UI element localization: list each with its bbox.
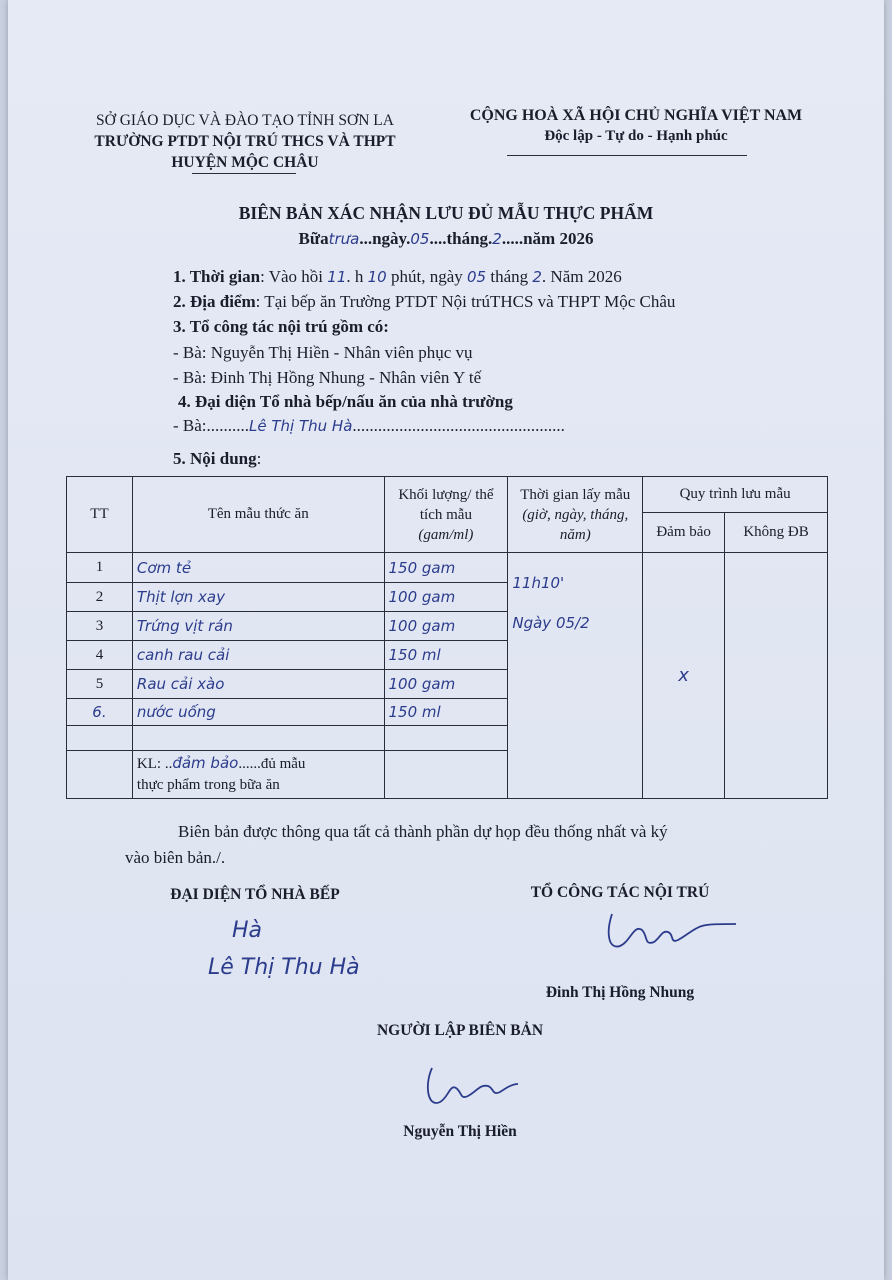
document-subtitle xyxy=(0,229,892,249)
header-time-unit: (giờ, ngày, tháng, năm) xyxy=(522,506,629,543)
issuer-school: TRƯỜNG PTDT NỘI TRÚ THCS VÀ THPT xyxy=(94,133,396,150)
maker-signature-title: NGƯỜI LẬP BIÊN BẢN xyxy=(376,1022,544,1039)
header-tt: TT xyxy=(67,477,133,553)
row-tt: 1 xyxy=(67,553,133,583)
section-team-label: 3. Tổ công tác nội trú gồm có: xyxy=(173,317,389,336)
conclusion-cell xyxy=(132,751,384,799)
team-signature-mark xyxy=(598,902,738,962)
kitchen-rep-prefix: - Bà:.......... xyxy=(173,416,250,435)
motto-underline xyxy=(507,155,747,156)
team-member-1: - Bà: Nguyễn Thị Hiền - Nhân viên phục vụ xyxy=(173,343,473,362)
closing-line-1: Biên bản được thông qua tất cả thành phần dự họp đều thống nhất và ký xyxy=(178,822,668,841)
sample-date-handwritten: Ngày 05/2 xyxy=(512,614,590,632)
section-content xyxy=(173,447,261,471)
row-food-name: Trứng vịt rán xyxy=(132,612,384,641)
row-weight: 100 gam xyxy=(384,612,508,641)
sample-time-cell xyxy=(508,553,643,799)
issuer-block xyxy=(60,110,430,173)
time-text-d: tháng xyxy=(490,267,529,286)
kitchen-rep-line xyxy=(173,414,565,438)
team-member-2: - Bà: Đinh Thị Hồng Nhung - Nhân viên Y tế xyxy=(173,368,482,387)
header-weight-text: Khối lượng/ thể tích mẫu xyxy=(398,486,494,523)
row-food-name: Rau cải xào xyxy=(132,670,384,699)
national-title: CỘNG HOÀ XÃ HỘI CHỦ NGHĨA VIỆT NAM xyxy=(469,107,803,124)
subtitle-year-label: .....năm 2026 xyxy=(501,229,594,248)
subtitle-month-label: ....tháng. xyxy=(429,229,493,248)
closing-line-2: vào biên bản./. xyxy=(125,848,226,867)
row-food-name: Cơm tẻ xyxy=(132,553,384,583)
conclusion-prefix: KL: .. xyxy=(136,756,173,772)
row-tt: 3 xyxy=(67,612,133,641)
section-kitchen-label: 4. Đại diện Tổ nhà bếp/nấu ăn của nhà trường xyxy=(178,392,513,411)
section-location xyxy=(173,290,675,314)
row-weight: 100 gam xyxy=(384,583,508,612)
kitchen-signature-handwritten: Hà xyxy=(232,918,263,943)
ok-cell xyxy=(643,553,725,799)
month2-handwritten: 2 xyxy=(532,268,542,286)
row-tt: 2 xyxy=(67,583,133,612)
notok-cell xyxy=(725,553,828,799)
header-weight xyxy=(384,477,508,553)
issuer-underline xyxy=(192,173,296,174)
header-notok: Không ĐB xyxy=(725,513,828,553)
time-text-a: : Vào hồi xyxy=(260,267,324,286)
conclusion-suffix: ......đủ mẫu xyxy=(238,756,306,772)
subtitle-prefix: Bữa xyxy=(298,229,329,248)
maker-signature-mark xyxy=(420,1058,520,1116)
header-time-text: Thời gian lấy mẫu xyxy=(520,486,631,503)
kitchen-name-handwritten: Lê Thị Thu Hà xyxy=(208,955,360,980)
header-weight-unit: (gam/ml) xyxy=(418,526,474,543)
maker-signer-name: Nguyễn Thị Hiền xyxy=(403,1123,517,1140)
ok-mark: x xyxy=(678,665,689,686)
time-text-b: . h xyxy=(346,267,364,286)
issuer-department: SỞ GIÁO DỤC VÀ ĐÀO TẠO TỈNH SƠN LA xyxy=(96,112,394,129)
section-location-text: : Tại bếp ăn Trường PTDT Nội trúTHCS và THPT Mộc Châu xyxy=(255,292,676,311)
section-content-label: 5. Nội dung xyxy=(173,449,257,468)
time-text-c: phút, ngày xyxy=(390,267,463,286)
section-time xyxy=(173,265,622,289)
kitchen-signature-title: ĐẠI DIỆN TỔ NHÀ BẾP xyxy=(170,886,340,903)
section-time-label: 1. Thời gian xyxy=(173,267,261,286)
row-tt: 5 xyxy=(67,670,133,699)
header-food-name: Tên mẫu thức ăn xyxy=(132,477,384,553)
team-signature-title: TỔ CÔNG TÁC NỘI TRÚ xyxy=(530,884,710,901)
sample-time-handwritten: 11h10' xyxy=(512,574,565,592)
row-tt: 6. xyxy=(67,699,133,726)
row-weight: 150 ml xyxy=(384,699,508,726)
national-motto-block xyxy=(450,105,822,147)
header-process: Quy trình lưu mẫu xyxy=(643,477,828,513)
food-sample-table xyxy=(66,476,828,799)
conclusion-handwritten: đảm bảo xyxy=(172,754,239,772)
kitchen-rep-dots: .................................................. xyxy=(352,416,565,435)
team-signer-name: Đinh Thị Hồng Nhung xyxy=(545,984,695,1001)
header-time xyxy=(508,477,643,553)
row-weight: 150 gam xyxy=(384,553,508,583)
row-weight: 100 gam xyxy=(384,670,508,699)
issuer-district: HUYỆN MỘC CHÂU xyxy=(171,154,319,171)
month-handwritten: 2 xyxy=(492,230,502,248)
table-header-row xyxy=(67,477,828,513)
day2-handwritten: 05 xyxy=(467,268,487,286)
row-tt: 4 xyxy=(67,641,133,670)
section-location-label: 2. Địa điểm xyxy=(173,292,256,311)
day-handwritten: 05 xyxy=(410,230,430,248)
row-food-name: Thịt lợn xay xyxy=(132,583,384,612)
row-weight: 150 ml xyxy=(384,641,508,670)
section-content-colon: : xyxy=(256,449,262,468)
row-food-name: nước uống xyxy=(132,699,384,726)
subtitle-day-label: ...ngày. xyxy=(359,229,411,248)
time-text-e: . Năm 2026 xyxy=(541,267,622,286)
meal-handwritten: trưa xyxy=(328,230,360,248)
document-title: BIÊN BẢN XÁC NHẬN LƯU ĐỦ MẪU THỰC PHẨM xyxy=(238,203,654,223)
national-motto: Độc lập - Tự do - Hạnh phúc xyxy=(544,128,728,144)
header-ok: Đảm bảo xyxy=(643,513,725,553)
row-food-name: canh rau cải xyxy=(132,641,384,670)
table-row xyxy=(67,553,828,583)
kitchen-rep-name-handwritten: Lê Thị Thu Hà xyxy=(249,417,353,435)
minute-handwritten: 10 xyxy=(367,268,387,286)
hour-handwritten: 11 xyxy=(327,268,347,286)
conclusion-line2: thực phẩm trong bữa ăn xyxy=(136,777,280,793)
